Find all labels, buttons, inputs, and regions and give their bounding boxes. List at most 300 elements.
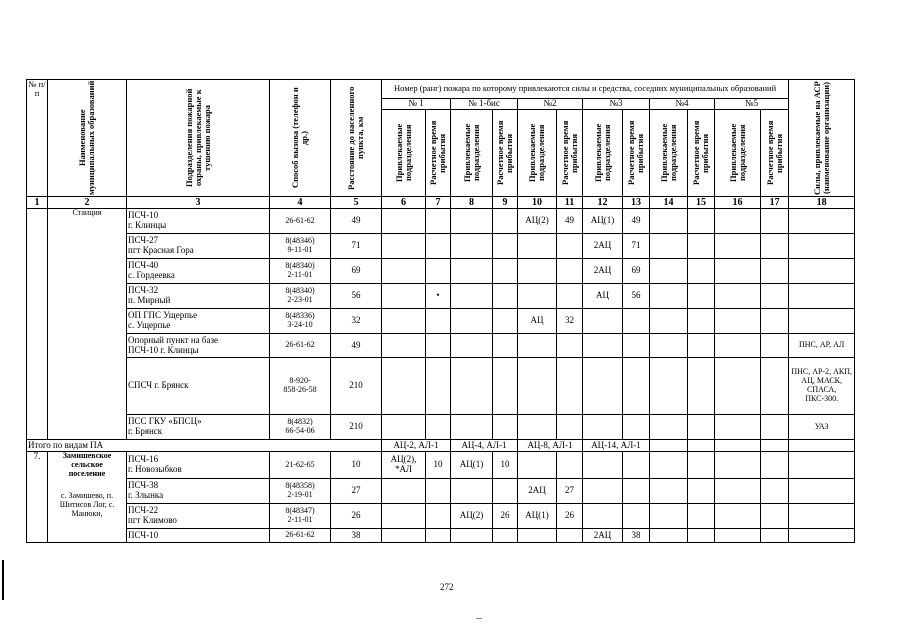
arrival-time: 10 (426, 452, 451, 479)
arrival-time (493, 334, 518, 358)
header-municipality: Наименование муниципальных образований (48, 80, 127, 197)
row-number: 7. (27, 452, 48, 543)
empty-cell (688, 479, 715, 504)
engaged-units: 2АЦ (583, 529, 623, 543)
empty-cell (650, 479, 688, 504)
empty-cell (688, 334, 715, 358)
engaged-units: 2АЦ (583, 234, 623, 259)
engaged-units: АЦ(2) (518, 209, 557, 234)
engaged-units (382, 529, 426, 543)
engaged-units (451, 309, 493, 334)
engaged-units: АЦ(1) (451, 452, 493, 479)
arrival-time (557, 529, 583, 543)
empty-cell (688, 209, 715, 234)
unit-cell-line2: с. Гордеевка (128, 270, 175, 280)
sub-units-1: Привлекаемые подразделения (382, 110, 426, 197)
arrival-time (493, 479, 518, 504)
empty-cell (761, 309, 789, 334)
empty-cell (650, 284, 688, 309)
unit-cell-line1: ПСЧ-16 (128, 454, 159, 465)
engaged-units: АЦ (518, 309, 557, 334)
engaged-units (382, 209, 426, 234)
colnum: 3 (127, 197, 270, 209)
engaged-units (451, 334, 493, 358)
engaged-units (451, 209, 493, 234)
arrival-time (623, 504, 650, 529)
unit-cell-line1: ПСЧ-27 (128, 235, 159, 246)
rank-3: №3 (583, 99, 650, 110)
colnum: 5 (331, 197, 382, 209)
colnum: 1 (27, 197, 48, 209)
unit-cell (127, 358, 270, 415)
call-method (270, 284, 331, 309)
colnum: 17 (761, 197, 789, 209)
distance: 10 (331, 452, 382, 479)
arrival-time (426, 234, 451, 259)
unit-cell-line1: ОП ГПС Ущерпье (128, 310, 198, 321)
row-number (27, 209, 48, 440)
column-numbers-row (27, 197, 855, 209)
table-row (27, 479, 855, 504)
empty-cell (789, 479, 855, 504)
empty-cell (688, 358, 715, 415)
header-distance: Расстояние до населенного пункта, км (331, 80, 382, 197)
call-method-line2: 2-11-01 (287, 515, 313, 524)
totals-label: Итого по видам ПА (27, 440, 382, 452)
engaged-units (583, 415, 623, 440)
totals-rank-2: АЦ-8, АЛ-1 (518, 440, 583, 452)
distance: 38 (331, 529, 382, 543)
empty-cell (650, 415, 688, 440)
totals-rank-1: АЦ-2, АЛ-1 (382, 440, 451, 452)
arrival-time: 49 (623, 209, 650, 234)
empty-cell (789, 529, 855, 543)
unit-cell-line1: ПСЧ-10 (128, 210, 159, 221)
sub-units-3: Привлекаемые подразделения (583, 110, 623, 197)
distance: 32 (331, 309, 382, 334)
empty-cell (761, 259, 789, 284)
unit-cell-line1: Опорный пункт на базе (128, 334, 218, 345)
unit-cell (127, 529, 270, 543)
engaged-units (382, 259, 426, 284)
unit-cell-line1: ПСЧ-32 (128, 285, 159, 296)
engaged-units: АЦ (583, 284, 623, 309)
empty-cell (715, 452, 761, 479)
unit-cell (127, 334, 270, 358)
asr-forces (789, 209, 855, 234)
municipality-name (48, 452, 127, 543)
call-method-line1: 8(48347) (285, 506, 315, 516)
engaged-units (382, 504, 426, 529)
empty-cell (761, 358, 789, 415)
call-method-line1: 21-62-65 (285, 459, 315, 469)
sub-time-1: Расчетное время прибытия (426, 110, 451, 197)
rank-4: №4 (650, 99, 715, 110)
empty-cell (650, 259, 688, 284)
unit-cell (127, 309, 270, 334)
distance: 56 (331, 284, 382, 309)
empty-cell (650, 452, 688, 479)
empty-cell (761, 529, 789, 543)
table-row (27, 209, 855, 234)
totals-row (27, 440, 855, 452)
call-method (270, 415, 331, 440)
table-row (27, 504, 855, 529)
call-method (270, 234, 331, 259)
empty-cell (761, 284, 789, 309)
distance: 210 (331, 415, 382, 440)
arrival-time (426, 209, 451, 234)
call-method-line1: 26-61-62 (285, 530, 315, 540)
arrival-time: 69 (623, 259, 650, 284)
arrival-time (493, 309, 518, 334)
rank-5: №5 (715, 99, 789, 110)
unit-cell-line2: г. Злынка (128, 490, 164, 500)
call-method-line2: 2-11-01 (287, 270, 313, 279)
colnum: 4 (270, 197, 331, 209)
arrival-time (623, 334, 650, 358)
asr-forces: ПНС, АР, АЛ (789, 334, 855, 358)
colnum: 16 (715, 197, 761, 209)
arrival-time: 71 (623, 234, 650, 259)
colnum: 13 (623, 197, 650, 209)
call-method (270, 504, 331, 529)
call-method-line1: 8(48340) (285, 261, 315, 271)
municipality-title: Замишевское сельское поселение (62, 451, 112, 478)
unit-cell (127, 415, 270, 440)
scan-tick (476, 618, 482, 619)
arrival-time (623, 479, 650, 504)
empty-cell (688, 415, 715, 440)
arrival-time (426, 259, 451, 284)
header-asr-forces: Силы, привлекаемые на АСР (наименование организации) (789, 80, 855, 197)
engaged-units (451, 234, 493, 259)
unit-cell-line1: ПСС ГКУ «БПСЦ» (128, 416, 202, 427)
call-method-line1: 26-61-62 (285, 215, 315, 225)
empty-cell (761, 452, 789, 479)
unit-cell-line2: г. Клинцы (128, 220, 167, 230)
asr-forces (789, 234, 855, 259)
call-method-line1: 26-61-62 (285, 340, 315, 350)
engaged-units (518, 452, 557, 479)
unit-cell-line1: ПСЧ-22 (128, 505, 159, 516)
colnum: 11 (557, 197, 583, 209)
arrival-time (623, 452, 650, 479)
arrival-time: 26 (557, 504, 583, 529)
engaged-units (583, 479, 623, 504)
arrival-time (623, 358, 650, 415)
empty-cell (715, 529, 761, 543)
unit-cell (127, 259, 270, 284)
unit-cell-line1: ПСЧ-40 (128, 260, 159, 271)
engaged-units: АЦ(2), *АЛ (382, 452, 426, 479)
arrival-time (493, 284, 518, 309)
rank-1: № 1 (382, 99, 451, 110)
empty-cell (715, 415, 761, 440)
call-method-line1: 8(48346) (285, 236, 315, 246)
sub-time-3: Расчетное время прибытия (623, 110, 650, 197)
engaged-units (518, 334, 557, 358)
engaged-units (451, 259, 493, 284)
colnum: 14 (650, 197, 688, 209)
sub-time-5: Расчетное время прибытия (761, 110, 789, 197)
engaged-units (451, 479, 493, 504)
engaged-units (382, 358, 426, 415)
header-call-method: Способ вызова (телефон и др.) (270, 80, 331, 197)
asr-forces: ПНС, АР-2, АКП, АЦ, МАСК, СПАСА, ПКС-300. (789, 358, 855, 415)
unit-cell-line2: пгт Красная Гора (128, 245, 194, 255)
totals-rank-1bis: АЦ-4, АЛ-1 (451, 440, 518, 452)
colnum: 6 (382, 197, 426, 209)
arrival-time (557, 234, 583, 259)
unit-cell-line2: пгт Климово (128, 515, 177, 525)
distance: 26 (331, 504, 382, 529)
arrival-time (493, 259, 518, 284)
unit-cell-line2: ПСЧ-10 г. Клинцы (128, 344, 199, 355)
engaged-units: АЦ(1) (583, 209, 623, 234)
empty-cell (715, 259, 761, 284)
empty-cell (688, 309, 715, 334)
empty-cell (715, 284, 761, 309)
table-row (27, 259, 855, 284)
arrival-time: 26 (493, 504, 518, 529)
rank-2: №2 (518, 99, 583, 110)
unit-cell-line2: с. Ущерпье (128, 320, 171, 330)
engaged-units (583, 358, 623, 415)
empty-cell (789, 504, 855, 529)
engaged-units (451, 358, 493, 415)
unit-cell-line1: ПСЧ-38 (128, 480, 159, 491)
sub-units-4: Привлекаемые подразделения (650, 110, 688, 197)
colnum: 7 (426, 197, 451, 209)
colnum: 15 (688, 197, 715, 209)
arrival-time (426, 415, 451, 440)
call-method-line2: 66-54-06 (285, 426, 315, 435)
empty-cell (761, 234, 789, 259)
arrival-time (426, 309, 451, 334)
asr-forces (789, 309, 855, 334)
arrival-time (426, 479, 451, 504)
empty-cell (715, 358, 761, 415)
empty-cell (688, 234, 715, 259)
table-row (27, 234, 855, 259)
table-row (27, 452, 855, 479)
engaged-units (583, 309, 623, 334)
table-row (27, 284, 855, 309)
engaged-units (518, 259, 557, 284)
empty-cell (650, 529, 688, 543)
engaged-units (518, 284, 557, 309)
call-method-line1: 8-920- (289, 376, 311, 386)
engaged-units (451, 284, 493, 309)
empty-cell (650, 504, 688, 529)
empty-cell (688, 504, 715, 529)
arrival-time: 32 (557, 309, 583, 334)
distance: 27 (331, 479, 382, 504)
sub-units-1bis: Привлекаемые подразделения (451, 110, 493, 197)
call-method (270, 259, 331, 284)
engaged-units: АЦ(2) (451, 504, 493, 529)
engaged-units (518, 415, 557, 440)
call-method-line1: 8(48340) (285, 286, 315, 296)
engaged-units (382, 234, 426, 259)
sub-time-1bis: Расчетное время прибытия (493, 110, 518, 197)
asr-forces (789, 284, 855, 309)
empty-cell (761, 479, 789, 504)
unit-cell (127, 234, 270, 259)
engaged-units (451, 415, 493, 440)
colnum: 18 (789, 197, 855, 209)
call-method (270, 334, 331, 358)
unit-cell (127, 479, 270, 504)
empty-cell (715, 234, 761, 259)
distance: 210 (331, 358, 382, 415)
empty-cell (715, 209, 761, 234)
fire-forces-table (26, 79, 855, 543)
engaged-units (583, 334, 623, 358)
arrival-time (426, 358, 451, 415)
municipality-villages: с. Замишево, п. Шитисов Лог, с. Манюки, (59, 491, 115, 518)
arrival-time: 27 (557, 479, 583, 504)
sub-units-5: Привлекаемые подразделения (715, 110, 761, 197)
colnum: 8 (451, 197, 493, 209)
table-row (27, 309, 855, 334)
arrival-time (557, 284, 583, 309)
empty-cell (715, 309, 761, 334)
empty-cell (761, 415, 789, 440)
empty-cell (650, 309, 688, 334)
unit-cell-line1: СПСЧ г. Брянск (128, 380, 189, 391)
engaged-units (518, 358, 557, 415)
colnum: 2 (48, 197, 127, 209)
call-method-line2: 2-19-01 (287, 490, 313, 499)
arrival-time (426, 529, 451, 543)
empty-cell (650, 234, 688, 259)
engaged-units (518, 529, 557, 543)
engaged-units (382, 284, 426, 309)
table-row (27, 334, 855, 358)
unit-cell-line2: г. Брянск (128, 426, 163, 436)
sub-time-4: Расчетное время прибытия (688, 110, 715, 197)
engaged-units: 2АЦ (518, 479, 557, 504)
distance: 71 (331, 234, 382, 259)
call-method-line1: 8(48336) (285, 311, 315, 321)
arrival-time (557, 452, 583, 479)
arrival-time: 10 (493, 452, 518, 479)
unit-cell (127, 452, 270, 479)
rank-1bis: № 1-бис (451, 99, 518, 110)
arrival-time (426, 504, 451, 529)
call-method-line1: 8(4832) (287, 417, 313, 427)
distance: 49 (331, 334, 382, 358)
engaged-units: АЦ(1) (518, 504, 557, 529)
call-method (270, 479, 331, 504)
arrival-time (557, 415, 583, 440)
empty-cell (688, 529, 715, 543)
engaged-units (382, 415, 426, 440)
table-row (27, 415, 855, 440)
call-method-line1: 8(48358) (285, 481, 315, 491)
arrival-time (493, 529, 518, 543)
engaged-units (451, 529, 493, 543)
arrival-time (426, 334, 451, 358)
arrival-time (493, 209, 518, 234)
totals-rank-3: АЦ-14, АЛ-1 (583, 440, 650, 452)
engaged-units (382, 334, 426, 358)
header-units: Подразделения пожарной охраны, привлекаемые к тушению пожара (127, 80, 270, 197)
empty-cell (761, 209, 789, 234)
engaged-units (583, 452, 623, 479)
municipality-name: Станция (48, 209, 127, 440)
header-rank-group: Номер (ранг) пожара по которому привлекаются силы и средства, соседних муниципальных образований (382, 80, 789, 99)
empty-cell (650, 209, 688, 234)
call-method (270, 452, 331, 479)
empty-cell (761, 334, 789, 358)
distance: 69 (331, 259, 382, 284)
unit-cell (127, 209, 270, 234)
arrival-time (623, 309, 650, 334)
empty-cell (715, 334, 761, 358)
table-row (27, 529, 855, 543)
colnum: 12 (583, 197, 623, 209)
distance: 49 (331, 209, 382, 234)
arrival-time: 38 (623, 529, 650, 543)
call-method (270, 529, 331, 543)
asr-forces (789, 259, 855, 284)
sub-time-2: Расчетное время прибытия (557, 110, 583, 197)
arrival-time: 49 (557, 209, 583, 234)
empty-cell (688, 284, 715, 309)
arrival-time: • (426, 284, 451, 309)
arrival-time (493, 415, 518, 440)
colnum: 9 (493, 197, 518, 209)
call-method (270, 358, 331, 415)
call-method-line2: 9-11-01 (287, 245, 313, 254)
unit-cell-line2: г. Новозыбков (128, 464, 182, 474)
engaged-units (382, 309, 426, 334)
unit-cell-line2: п. Мирный (128, 295, 171, 305)
table-row (27, 358, 855, 415)
call-method (270, 309, 331, 334)
empty-cell (688, 452, 715, 479)
empty-cell (650, 358, 688, 415)
arrival-time (623, 415, 650, 440)
empty-cell (688, 259, 715, 284)
arrival-time (557, 259, 583, 284)
call-method (270, 209, 331, 234)
call-method-line2: 2-23-01 (287, 295, 313, 304)
unit-cell (127, 504, 270, 529)
arrival-time (557, 334, 583, 358)
arrival-time: 56 (623, 284, 650, 309)
arrival-time (493, 234, 518, 259)
empty-cell (715, 479, 761, 504)
sub-units-2: Привлекаемые подразделения (518, 110, 557, 197)
unit-cell (127, 284, 270, 309)
colnum: 10 (518, 197, 557, 209)
engaged-units: 2АЦ (583, 259, 623, 284)
call-method-line2: 858-26-58 (283, 385, 317, 394)
asr-forces: УАЗ (789, 415, 855, 440)
header-num: № п/п (27, 80, 48, 197)
empty-cell (789, 452, 855, 479)
page-number: 272 (440, 582, 454, 592)
empty-cell (761, 504, 789, 529)
binding-mark (2, 560, 4, 600)
call-method-line2: 3-24-10 (287, 320, 313, 329)
empty-cell (650, 334, 688, 358)
engaged-units (518, 234, 557, 259)
